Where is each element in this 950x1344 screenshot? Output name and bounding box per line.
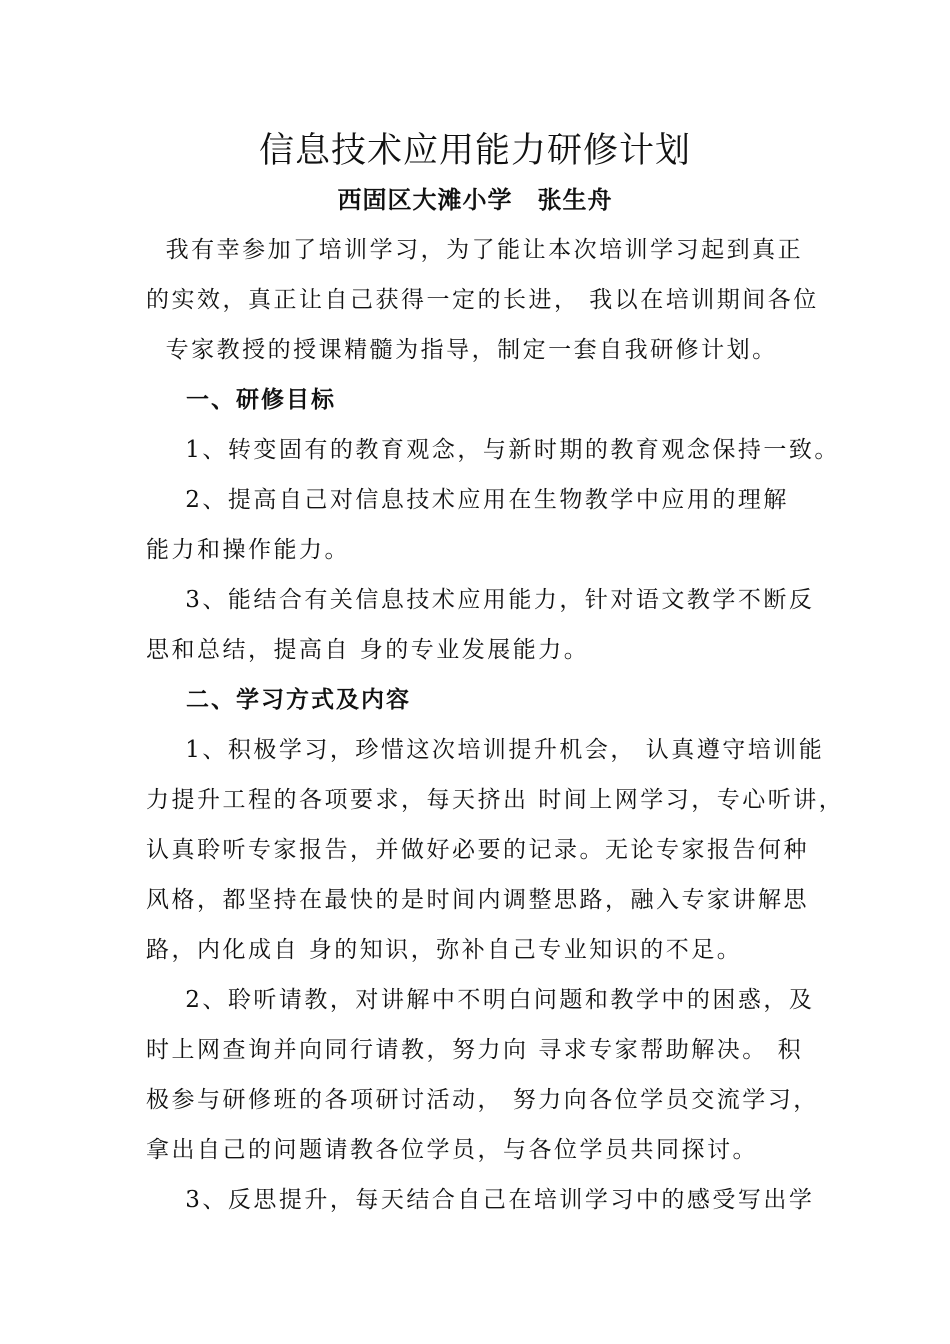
document-title: 信息技术应用能力研修计划 [258, 131, 691, 171]
body-line: 思和总结，提高自 身的专业发展能力。 [146, 637, 590, 663]
body-line: 能力和操作能力。 [146, 537, 350, 563]
body-line: 力提升工程的各项要求，每天挤出 时间上网学习，专心听讲， [146, 787, 845, 813]
body-line: 3、反思提升，每天结合自己在培训学习中的感受写出学 [146, 1187, 815, 1213]
body-line: 路，内化成自 身的知识，弥补自己专业知识的不足。 [146, 937, 743, 963]
document-author: 西固区大滩小学 张生舟 [337, 185, 613, 214]
body-line: 的实效，真正让自己获得一定的长进， 我以在培训期间各位 [146, 287, 819, 313]
body-line: 1、转变固有的教育观念，与新时期的教育观念保持一致。 [146, 437, 840, 463]
body-line: 3、能结合有关信息技术应用能力，针对语文教学不断反 [146, 587, 815, 613]
body-line: 2、聆听请教，对讲解中不明白问题和教学中的困惑，及 [146, 987, 815, 1013]
body-line: 时上网查询并向同行请教，努力向 寻求专家帮助解决。 积 [146, 1037, 804, 1063]
body-line: 1、积极学习，珍惜这次培训提升机会， 认真遵守培训能 [146, 737, 825, 763]
body-line: 2、提高自己对信息技术应用在生物教学中应用的理解 [146, 487, 789, 513]
body-line: 风格，都坚持在最快的是时间内调整思路，融入专家讲解思 [146, 887, 809, 913]
section-heading-methods: 二、学习方式及内容 [146, 686, 412, 713]
body-line: 专家教授的授课精髓为指导，制定一套自我研修计划。 [146, 337, 778, 363]
body-line: 认真聆听专家报告，并做好必要的记录。无论专家报告何种 [146, 837, 809, 863]
body-line: 我有幸参加了培训学习，为了能让本次培训学习起到真正 [146, 237, 804, 263]
body-line: 极参与研修班的各项研讨活动， 努力向各位学员交流学习， [146, 1087, 819, 1113]
section-heading-goals: 一、研修目标 [146, 386, 337, 413]
body-line: 拿出自己的问题请教各位学员，与各位学员共同探讨。 [146, 1137, 758, 1163]
